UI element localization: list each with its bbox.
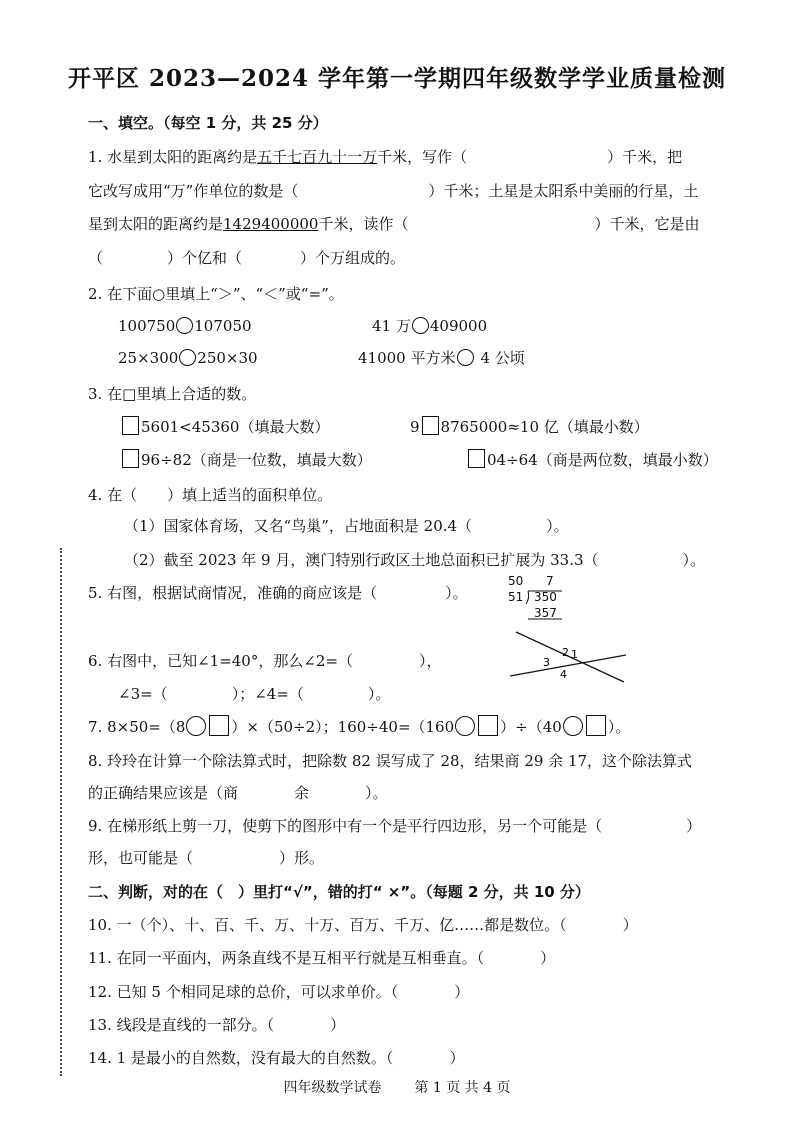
- compare-circle[interactable]: [179, 349, 196, 366]
- quotient-digit: 7: [546, 574, 554, 588]
- section1-heading: 一、填空。（每空 1 分，共 25 分）: [88, 114, 328, 132]
- angle-label-4: 4: [560, 668, 567, 681]
- q1-underlined-distance: 五千七百九十一万: [257, 148, 378, 166]
- q9-line2: [88, 847, 324, 869]
- operator-circle[interactable]: [455, 716, 475, 736]
- q5-question: [88, 582, 468, 604]
- angle-label-2: 2: [562, 646, 569, 659]
- q3-text: 9: [410, 418, 420, 436]
- q4-text: （2）截至 2023 年 9 月，澳门特别行政区土地总面积已扩展为 33.3（: [124, 551, 599, 569]
- q11-statement: [88, 947, 555, 969]
- q8-text: ）。: [365, 784, 388, 802]
- q8-text: 余: [294, 784, 310, 802]
- q2-right: 250×30: [197, 349, 258, 367]
- q2-left: 25×300: [118, 349, 179, 367]
- q1-text: ）千米，它是由: [594, 215, 700, 233]
- angle-label-1: 1: [571, 648, 578, 661]
- q1-text: （: [88, 249, 104, 267]
- fill-box[interactable]: [209, 715, 229, 736]
- q3-item-d: [466, 449, 718, 471]
- q10-text: ）: [622, 916, 638, 934]
- fill-box[interactable]: [422, 416, 439, 435]
- q6-text: 6. 右图中，已知∠1=40°，那么∠2=（: [88, 652, 354, 670]
- q4-item-1: [124, 515, 569, 537]
- q4-text: ）。: [682, 551, 706, 569]
- q6-text: ），: [419, 652, 442, 670]
- q2-compare-c: [118, 347, 258, 369]
- q1-text: ）个亿和（: [167, 249, 243, 267]
- q14-text: ）: [449, 1049, 465, 1067]
- fill-box[interactable]: [122, 416, 139, 435]
- section2-heading: 二、判断，对的在（ ）里打“√”，错的打“ ×”。（每题 2 分，共 10 分）: [88, 883, 590, 901]
- compare-circle[interactable]: [412, 317, 429, 334]
- q1-text: ）千米，把: [607, 148, 683, 166]
- q2-left: 41000 平方米: [358, 349, 456, 367]
- q7-text: 7. 8×50=（8: [88, 718, 186, 736]
- q1-line3: [88, 213, 699, 235]
- q4-heading: 4. 在（ ）填上适当的面积单位。: [88, 486, 333, 504]
- q7-equation: [88, 715, 630, 738]
- q13-text: ）: [330, 1016, 346, 1034]
- q11-text: ）: [540, 949, 556, 967]
- q2-left: 100750: [118, 317, 176, 335]
- q3-item-c: [120, 449, 372, 471]
- q7-text: ）。: [607, 718, 631, 736]
- product: 357: [534, 606, 557, 620]
- dividend: 350: [534, 590, 557, 604]
- q7-text: ）×（50÷2）；160÷40=（160: [231, 718, 455, 736]
- q1-underlined-number: 1429400000: [223, 215, 319, 233]
- compare-circle[interactable]: [457, 349, 474, 366]
- q6-text: ）；∠4=（: [231, 685, 304, 703]
- q3-item-a: [120, 416, 329, 438]
- trial-quotient: 50: [508, 574, 524, 588]
- operator-circle[interactable]: [563, 716, 583, 736]
- q13-text: 13. 线段是直线的一部分。（: [88, 1016, 275, 1034]
- q2-right: 4 公顷: [480, 349, 525, 367]
- q8-line1: 8. 玲玲在计算一个除法算式时，把除数 82 误写成了 28，结果商 29 余 17，这个除法算式: [88, 752, 693, 770]
- q5-text: ）。: [445, 584, 468, 602]
- compare-circle[interactable]: [176, 317, 193, 334]
- q5-text: 5. 右图，根据试商情况，准确的商应该是（: [88, 584, 378, 602]
- q9-text: 9. 在梯形纸上剪一刀，使剪下的图形中有一个是平行四边形，另一个可能是（: [88, 817, 603, 835]
- fill-box[interactable]: [586, 715, 606, 736]
- q9-line1: [88, 815, 701, 837]
- q1-text: 千米，读作（: [318, 215, 409, 233]
- q14-statement: [88, 1047, 464, 1069]
- fill-box[interactable]: [468, 449, 485, 468]
- q2-heading: 2. 在下面○里填上“＞”、“＜”或“=”。: [88, 285, 344, 303]
- q1-text: ）千米；土星是太阳系中美丽的行星，土: [428, 182, 699, 200]
- q2-compare-a: [118, 315, 252, 337]
- binding-dotted-line: [60, 548, 62, 1076]
- q6-line2: [118, 683, 390, 705]
- q8-line2: [88, 782, 388, 804]
- q7-text: ）÷（40: [500, 718, 562, 736]
- q3-text: 96÷82（商是一位数，填最大数）: [141, 451, 372, 469]
- q9-text: 形，也可能是（: [88, 849, 194, 867]
- q1-line1: [88, 146, 682, 168]
- exam-title: 开平区 2023—2024 学年第一学期四年级数学学业质量检测: [67, 65, 727, 92]
- page-footer: [0, 1077, 794, 1097]
- q4-text: （1）国家体育场，又名“鸟巢”，占地面积是 20.4（: [124, 517, 473, 535]
- q2-compare-d: [358, 347, 525, 369]
- q9-text: ）形。: [279, 849, 325, 867]
- q1-line4: [88, 247, 405, 269]
- q1-text: 千米，写作（: [377, 148, 468, 166]
- q3-text: 5601<45360（填最大数）: [141, 418, 330, 436]
- q3-text: 04÷64（商是两位数，填最小数）: [487, 451, 718, 469]
- q6-text: ）。: [367, 685, 391, 703]
- q12-text: ）: [454, 983, 470, 1001]
- q1-text: ）个万组成的。: [300, 249, 406, 267]
- q2-compare-b: [372, 315, 487, 337]
- q14-text: 14. 1 是最小的自然数，没有最大的自然数。（: [88, 1049, 394, 1067]
- q3-heading: 3. 在□里填上合适的数。: [88, 385, 257, 403]
- intersecting-lines-figure: [508, 628, 630, 684]
- q1-text: 它改写成用“万”作单位的数是（: [88, 182, 299, 200]
- q12-text: 12. 已知 5 个相同足球的总价，可以求单价。（: [88, 983, 399, 1001]
- q1-line2: [88, 180, 698, 202]
- q13-statement: [88, 1014, 345, 1036]
- slanted-line: [516, 632, 624, 682]
- fill-box[interactable]: [122, 449, 139, 468]
- q2-right: 409000: [429, 317, 488, 335]
- q6-text: ∠3=（: [118, 685, 168, 703]
- q4-item-2: [124, 549, 705, 571]
- q1-text: 1. 水星到太阳的距离约是: [88, 148, 258, 166]
- q2-right: 107050: [194, 317, 252, 335]
- q11-text: 11. 在同一平面内，两条直线不是互相平行就是互相垂直。（: [88, 949, 485, 967]
- q6-line1: [88, 650, 442, 672]
- q3-text: 8765000≈10 亿（填最小数）: [440, 418, 649, 436]
- fill-box[interactable]: [478, 715, 498, 736]
- footer-exam-name: 四年级数学试卷: [283, 1080, 382, 1096]
- q12-statement: [88, 981, 469, 1003]
- q4-text: ）。: [546, 517, 569, 535]
- q9-text: ）: [686, 817, 702, 835]
- q10-statement: [88, 914, 638, 936]
- q10-text: 10. 一（个）、十、百、千、万、十万、百万、千万、亿……都是数位。（: [88, 916, 567, 934]
- q8-text: 的正确结果应该是（商: [88, 784, 239, 802]
- long-division-figure: [506, 574, 566, 624]
- angle-label-3: 3: [543, 656, 550, 669]
- q1-text: 星到太阳的距离约是: [88, 215, 224, 233]
- q3-item-b: [410, 416, 649, 438]
- footer-page-number: 第 1 页 共 4 页: [414, 1080, 511, 1096]
- operator-circle[interactable]: [186, 716, 206, 736]
- divisor: 51: [508, 590, 524, 604]
- q2-left: 41 万: [372, 317, 411, 335]
